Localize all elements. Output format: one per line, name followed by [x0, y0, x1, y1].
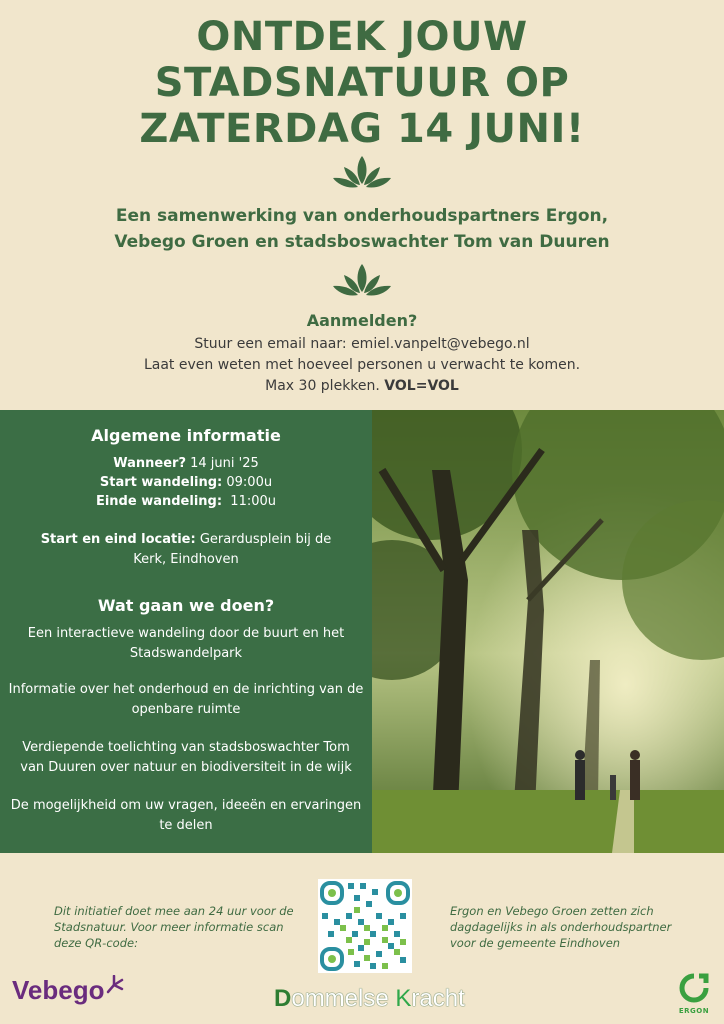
signup-details	[0, 334, 724, 397]
signup-capacity-text: Max 30 plekken.	[265, 378, 385, 394]
activity-item-4	[0, 796, 372, 836]
ergon-ring-icon	[679, 973, 709, 1003]
info-location-city: Kerk, Eindhoven	[133, 552, 239, 567]
activity-2-line-2: openbare ruimte	[131, 702, 241, 717]
footer-right-line-2: dagdagelijks in als onderhoudspartner	[450, 920, 672, 934]
top-section	[0, 0, 724, 410]
activity-1-line-2: Stadswandelpark	[129, 646, 243, 661]
info-location	[0, 530, 372, 550]
vebego-logo-text: Vebego	[12, 975, 105, 1005]
title-line-3: ZATERDAG 14 JUNI!	[139, 106, 585, 152]
activities-title: Wat gaan we doen?	[97, 596, 275, 615]
lotus-icon	[332, 262, 392, 298]
info-when-label: Wanneer?	[113, 456, 186, 471]
info-when	[0, 454, 372, 474]
activity-2-line-1: Informatie over het onderhoud en de inrichting van de	[8, 682, 364, 697]
activity-3-line-2: van Duuren over natuur en biodiversiteit in de wijk	[20, 760, 352, 775]
subtitle-line-1: Een samenwerking van onderhoudspartners Ergon,	[115, 206, 609, 226]
signup-email[interactable]: emiel.vanpelt@vebego.nl	[351, 336, 530, 352]
subtitle-line-2: Vebego Groen en stadsboswachter Tom van Duuren	[114, 232, 610, 252]
qr-code[interactable]	[318, 879, 412, 973]
info-end	[0, 492, 372, 512]
info-title: Algemene informatie	[91, 426, 281, 445]
footer-right-line-1: Ergon en Vebego Groen zetten zich	[450, 904, 654, 918]
info-when-value: 14 juni '25	[185, 456, 259, 471]
signup-email-prefix: Stuur een email naar:	[194, 336, 352, 352]
vebego-logo	[12, 975, 124, 1006]
info-start-label: Start wandeling:	[99, 475, 223, 490]
dommelse-logo-d: D	[274, 985, 292, 1012]
dommelse-logo-part-1: ommelse	[291, 985, 396, 1012]
footer-right-line-3: voor de gemeente Eindhoven	[450, 936, 621, 950]
activity-4-line-1: De mogelijkheid om uw vragen, ideeën en ervaringen	[10, 798, 362, 813]
title-line-2: STADSNATUUR OP	[154, 60, 570, 106]
ergon-logo	[674, 973, 714, 1015]
info-start-value: 09:00u	[222, 475, 273, 490]
dommelse-logo-k: K	[395, 985, 412, 1012]
page-title	[0, 14, 724, 152]
ergon-logo-label: ERGON	[678, 1007, 710, 1015]
footer-left-text	[54, 903, 316, 951]
activity-3-line-1: Verdiepende toelichting van stadsboswachter Tom	[22, 740, 350, 755]
footer-right-text	[450, 903, 700, 951]
footer-left-line-1: Dit initiatief doet mee aan 24 uur voor de	[54, 904, 294, 918]
signup-email-line	[0, 334, 724, 355]
forest-photo	[372, 410, 724, 853]
subtitle	[0, 203, 724, 255]
vebego-star-icon	[104, 975, 124, 995]
info-location-value-1: Gerardusplein bij de	[195, 532, 332, 547]
activity-item-3	[0, 738, 372, 778]
signup-capacity-line	[0, 376, 724, 397]
activity-item-1	[0, 624, 372, 664]
dommelse-kracht-logo	[274, 985, 465, 1013]
signup-title: Aanmelden?	[306, 311, 418, 330]
lotus-icon	[332, 154, 392, 190]
info-start	[0, 473, 372, 493]
info-end-value: 11:00u	[222, 494, 277, 509]
info-panel	[0, 410, 372, 853]
footer	[0, 853, 724, 1024]
footer-left-line-3: deze QR-code:	[54, 936, 138, 950]
activity-item-2	[0, 680, 372, 720]
signup-capacity-bold: VOL=VOL	[384, 378, 459, 394]
activity-1-line-1: Een interactieve wandeling door de buurt en het	[27, 626, 345, 641]
info-location-label: Start en eind locatie:	[40, 532, 196, 547]
dommelse-logo-part-2: racht	[411, 985, 465, 1012]
footer-left-line-2: Stadsnatuur. Voor meer informatie scan	[54, 920, 284, 934]
activity-4-line-2: te delen	[159, 818, 213, 833]
info-section	[0, 410, 724, 853]
info-end-label: Einde wandeling:	[95, 494, 223, 509]
signup-persons-line: Laat even weten met hoeveel personen u verwacht te komen.	[143, 357, 581, 373]
title-line-1: ONTDEK JOUW	[196, 14, 528, 60]
